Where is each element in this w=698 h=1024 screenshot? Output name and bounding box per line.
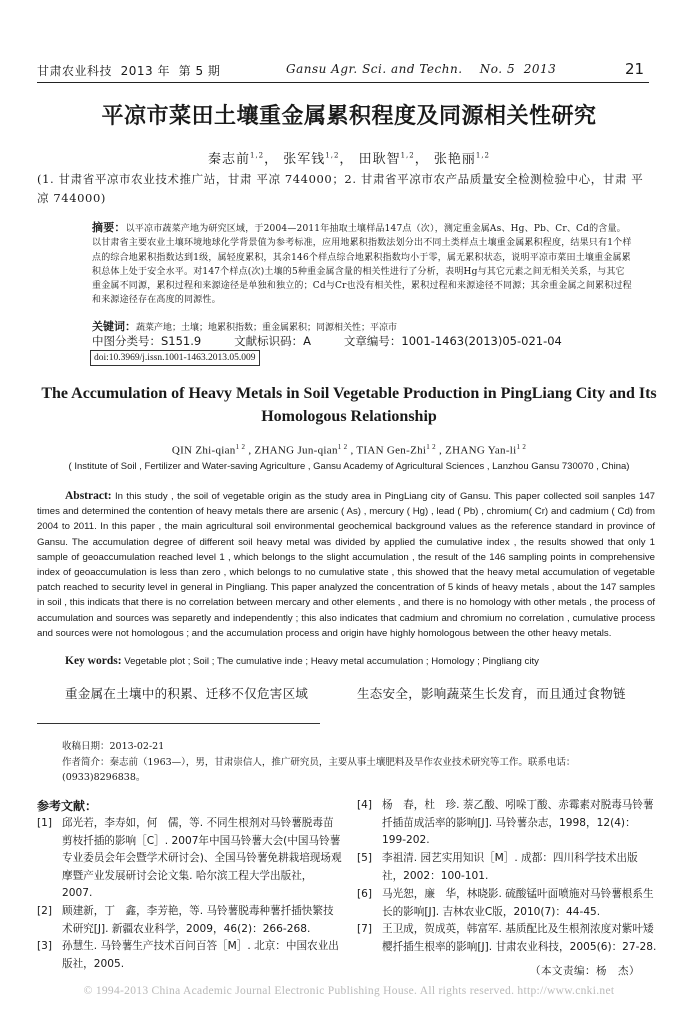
abstract-en (37, 489, 655, 641)
reference-item: [3] 孙慧生. 马铃薯生产技术百问百答［M］. 北京：中国农业出版社，2005. (37, 940, 339, 970)
classification-line (92, 333, 652, 349)
editor-note: （本文责编：杨 杰） (530, 965, 640, 977)
footnote-rule (37, 723, 320, 724)
reference-item: [1] 邱光若，李寿如，何 儒，等. 不同生根剂对马铃薯脱毒苗剪枝扦插的影响［C］. 2007年中国马铃薯大会(中国马铃薯专业委员会年会暨学术研讨会)、全国马铃薯免耕栽培现场观摩暨产业发展研讨会论文集. 哈尔滨工程大学出版社，2007. (37, 817, 342, 899)
received-date: 收稿日期：2013-02-21 (62, 741, 165, 752)
reference-item: [5] 李祖清. 园艺实用知识［M］. 成都：四川科学技术出版社，2002：100-101. (357, 852, 638, 882)
page-number: 21 (625, 60, 645, 78)
header-journal-cn: 甘肃农业科技 2013 年 第 5 期 (37, 64, 221, 78)
authors-en: QIN Zhi-qian$^{1 2}$ , ZHANG Jun-qian$^{1 2}$ , TIAN Gen-Zhi$^{1 2}$ , ZHANG Yan-$li^{1 2}$ (171, 443, 527, 457)
abstract-cn (92, 221, 632, 308)
body-text-left: 重金属在土壤中的积累、迁移不仅危害区域 (65, 686, 309, 701)
doi-link[interactable]: doi:10.3969/j.issn.1001-1463.2013.05.009 (90, 350, 260, 366)
abstract-en-text: In this study , the soil of vegetable origin as the study area in PingLiang city of Gansu. This paper collected soil sanples 147 times and determined the contention of heavy metals there are arsenic ( As) , mercury ( Hg) , lead ( Pb) , chromium( Cr) and cadmium ( Cd) from 2004 to 2011. In this paper , the main agricultural soil environmental geochemical background values as the reference standard in province of Gansu. The accumulation degree of different soil heavy metal was divided by applied the cumulative index , the results showed that only 1 sample of geoaccumulation reached level 1 , which belongs to the slight accumulation , the result of the 146 sampling points in comprehensive index of geoaccumulation is less than zero , which belongs to no cumulative state , this showed that the heavy metal accumulation of vegetable patch reached to security level in general in Pingliang. This paper analyzed the concentration of 5 kinds of heavy metals , about the 147 samples in soil , this indicats that there is no correlation between mercary and other elements , and there is no homology with other metals , the process of accumulation and sources was separetly and independently ; this also indicates that cadmium and chromium no correlation , cumulative process and sources were not homologous ; and the accumulation process and origin have highly homologous between the other heavy metals. (37, 491, 655, 639)
author-bio: 作者简介：秦志前（1963—），男，甘肃崇信人，推广研究员，主要从事土壤肥料及旱作农业技术研究等工作。联系电话：(0933)8296838。 (62, 757, 576, 783)
reference-item: [6] 马光恕，廉 华，林晓影. 硫酸锰叶面喷施对马铃薯根系生长的影响[J]. 吉林农业C版，2010(7)：44-45. (357, 888, 654, 918)
article-number: 文章编号：1001-1463(2013)05-021-04 (343, 334, 562, 348)
keywords-cn: 关键词：蔬菜产地；土壤；地累积指数；重金属累积；同源相关性；平凉市 (92, 320, 398, 333)
title-en: The Accumulation of Heavy Metals in Soil Vegetable Production in PingLiang City and Its Homologous Relationship (41, 385, 657, 425)
keywords-en: Key words: Vegetable plot ; Soil ; The cumulative inde ; Heavy metal accumulation ; Homology ; Pingliang city (65, 655, 539, 667)
reference-item: [7] 王卫成，贺成英，韩富军. 基质配比及生根剂浓度对紫叶矮樱扦插生根率的影响[J]. 甘肃农业科技，2005(6)：27-28. (357, 923, 657, 953)
reference-item: [4] 杨 春，杜 珍. 萘乙酸、吲哚丁酸、赤霉素对脱毒马铃薯扦插苗成活率的影响[J]. 马铃薯杂志，1998，12(4)：199-202. (357, 799, 654, 846)
abstract-cn-label: 摘要： (92, 221, 126, 234)
copyright-footer: © 1994-2013 China Academic Journal Electronic Publishing House. All rights reserved. http://www.cnki.net (83, 985, 615, 997)
header-journal-en: Gansu Agr. Sci. and Techn. No. 5 2013 (286, 62, 557, 76)
reference-item: [2] 顾建新，丁 鑫，李芳艳，等. 马铃薯脱毒种薯扦插快繁技术研究[J]. 新疆农业科学，2009，46(2)：266-268. (37, 905, 334, 935)
affiliation-cn: (1. 甘肃省平凉市农业技术推广站，甘肃 平凉 744000；2. 甘肃省平凉市农产品质量安全检测检验中心，甘肃 平凉 744000) (37, 172, 644, 205)
body-text-right: 生态安全，影响蔬菜生长发育，而且通过食物链 (357, 686, 626, 701)
authors-cn: 秦志前$^{1,2}$， 张军钱$^{1,2}$， 田耿智$^{1,2}$， 张艳丽$^{1,2}$ (207, 151, 491, 167)
document-code: 文献标识码：A (234, 334, 312, 348)
header-rule (37, 82, 649, 83)
title-cn: 平凉市菜田土壤重金属累积程度及同源相关性研究 (101, 104, 597, 129)
abstract-en-label: Abstract: (65, 490, 112, 502)
references-title: 参考文献： (37, 799, 98, 813)
affiliation-en: ( Institute of Soil , Fertilizer and Water-saving Agriculture , Gansu Academy of Agricultural Sciences , Lanzhou Gansu 730070 , China) (68, 461, 630, 472)
clc-number: 中图分类号：S151.9 (92, 334, 202, 348)
abstract-cn-text: 以平凉市蔬菜产地为研究区域，于2004—2011年抽取土壤样品147点（次），测定重金属As、Hg、Pb、Cr、Cd的含量。以甘肃省主要农业土壤环境地球化学背景值为参考标准，应用地累积指数法划分出不同土类样点土壤重金属累积程度，结果只有1个样点的综合地累积指数达到1级，属轻度累积，其余146个样点综合地累积指数均小于零，属无累积状态，说明平凉市菜田土壤重金属累积总体上处于安全水平。对147个样点(次)土壤的5种重金属含量的相关性进行了分析，表明Hg与其它元素之间无相关关系，与其它重金属不同源，累积过程和来源途径是单独和独立的；Cd与Cr也没有相关性，累积过程和来源途径不同源；其余重金属之间累积过程和来源途径存在高度的同源性。 (92, 224, 632, 306)
